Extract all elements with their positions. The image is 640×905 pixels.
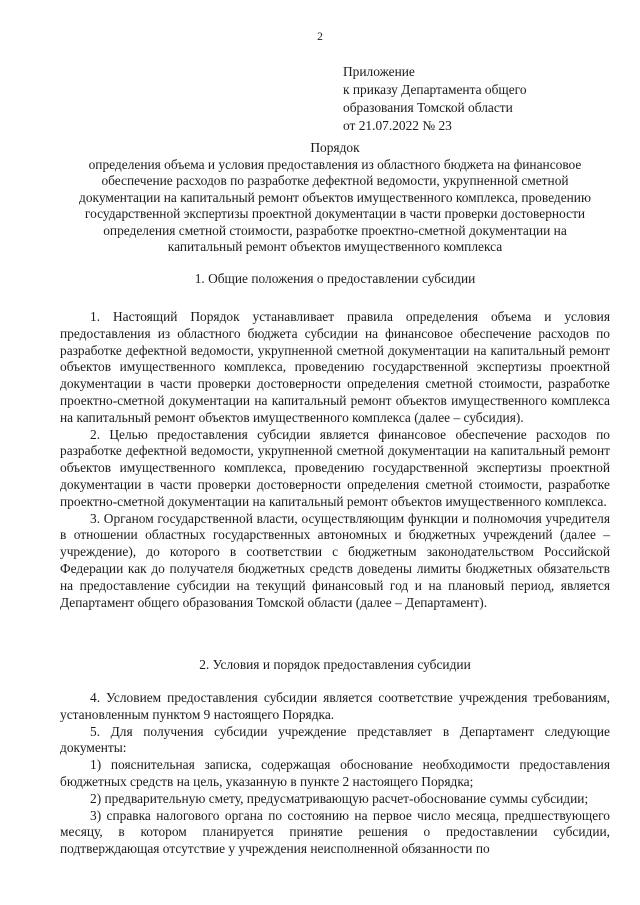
title-line: документации на капитальный ремонт объектов имущественного комплекса, проведению: [79, 189, 591, 205]
title-line: государственной экспертизы проектной документации в части проверки достоверности: [84, 206, 586, 221]
section-heading: 1. Общие положения о предоставлении субсидии: [194, 271, 476, 286]
appendix-line: образования Томской области: [343, 100, 513, 115]
page-number: 2: [317, 31, 323, 43]
list-item: 3) справка налогового органа по состоянию на первое число месяца, предшествующего месяцу, в котором планируется принятие решения о предоставлении субсидии, подтверждающая отсутствие у учреждения неисполненной обязанности по: [60, 807, 610, 857]
paragraph: 4. Условием предоставления субсидии является соответствие учреждения требованиям, установленным пунктом 9 настоящего Порядка.: [60, 690, 610, 722]
title-line: определения сметной стоимости, разработке проектно-сметной документации на: [103, 222, 567, 238]
section-heading: 2. Условия и порядок предоставления субсидии: [199, 657, 471, 672]
paragraph: 3. Органом государственной власти, осуществляющим функции и полномочия учредителя в отношении областных государственных автономных и бюджетных учреждений (далее – учреждение), до которого в соответствии с бюджетным законодательством Российской Федерации как до получателя бюджетных средств доведены лимиты бюджетных обязательств на предоставление субсидии на текущий финансовый год и на плановый период, является Департамент общего образования Томской области (далее – Департамент).: [60, 510, 610, 610]
title-line: капитальный ремонт объектов имущественного комплекса: [167, 239, 503, 254]
title-line: определения объема и условия предоставления из областного бюджета на финансовое: [88, 156, 582, 172]
section-body: [60, 690, 610, 858]
section-body: [60, 309, 610, 611]
title-word: Порядок: [310, 140, 360, 155]
appendix-line: от 21.07.2022 № 23: [343, 118, 452, 133]
appendix-line: Приложение: [343, 64, 415, 79]
paragraph: 5. Для получения субсидии учреждение представляет в Департамент следующие документы:: [60, 723, 610, 756]
list-item: 1) пояснительная записка, содержащая обоснование необходимости предоставления бюджетных средств на цель, указанную в пункте 2 настоящего Порядка;: [60, 757, 610, 789]
paragraph: 2. Целью предоставления субсидии является финансовое обеспечение расходов по разработке дефектной ведомости, укрупненной сметной документации на капитальный ремонт объектов имущественного комплекса, проведению государственной экспертизы проектной документации в части проверки достоверности определения сметной стоимости, разработке проектно-сметной документации на капитальный ремонт объектов имущественного комплекса.: [60, 426, 610, 509]
list-item: 2) предварительную смету, предусматривающую расчет-обоснование суммы субсидии;: [90, 790, 589, 806]
title-line: обеспечение расходов по разработке дефектной ведомости, укрупненной сметной: [101, 173, 569, 188]
appendix-header: [343, 63, 623, 135]
document-title: [60, 140, 610, 256]
paragraph: 1. Настоящий Порядок устанавливает правила определения объема и условия предоставления из областного бюджета субсидии на финансовое обеспечение расходов по разработке дефектной ведомости, укрупненной сметной документации на капитальный ремонт объектов имущественного комплекса, проведению государственной экспертизы проектной документации в части проверки достоверности определения сметной стоимости, разработке проектно-сметной документации на капитальный ремонт объектов имущественного комплекса на капитальный ремонт объектов имущественного комплекса (далее – субсидия).: [60, 309, 610, 425]
appendix-line: к приказу Департамента общего: [343, 82, 527, 97]
